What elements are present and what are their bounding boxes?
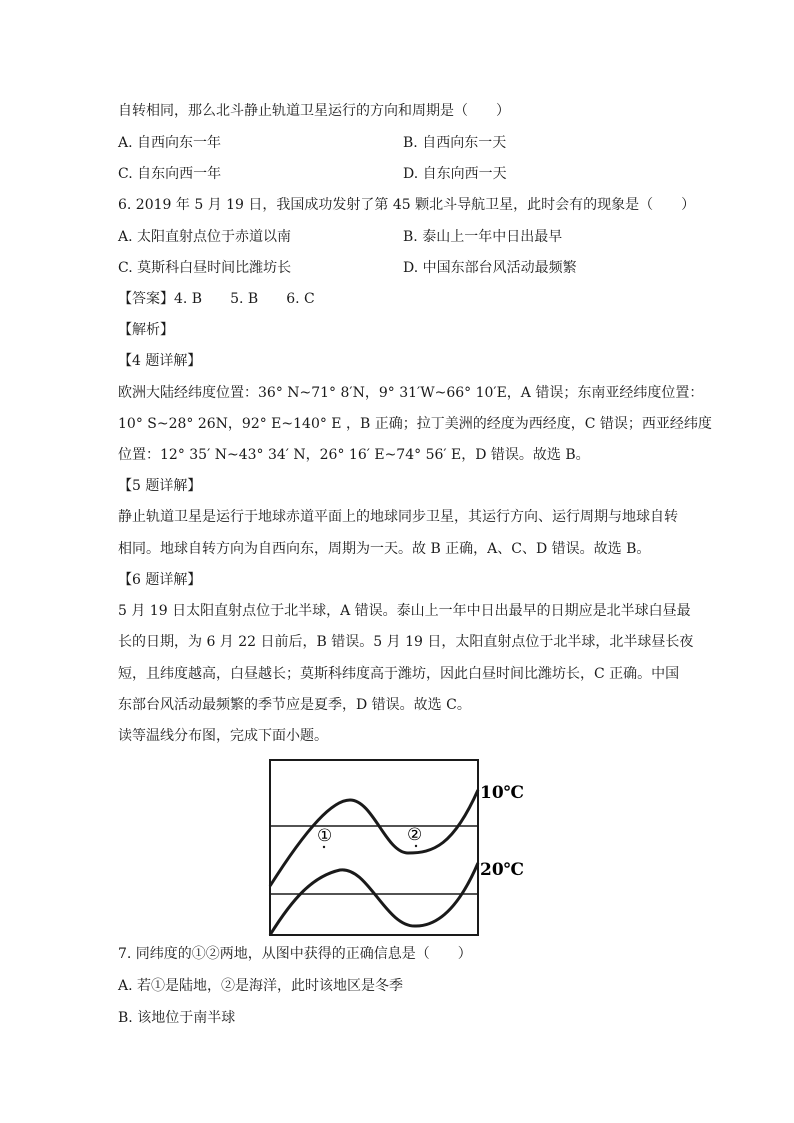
- q7-option-b: B. 该地位于南半球: [118, 1010, 236, 1026]
- q6-stem: 6. 2019 年 5 月 19 日，我国成功发射了第 45 颗北斗导航卫星，此时会有的现象是（ ）: [118, 197, 696, 213]
- isotherm-20c: [270, 863, 478, 935]
- detail-6-line: 5 月 19 日太阳直射点位于北半球，A 错误。泰山上一年中日出最早的日期应是北半球白昼最: [118, 603, 691, 619]
- q7-stem: 7. 同纬度的①②两地，从图中获得的正确信息是（ ）: [118, 946, 472, 962]
- detail-4-line: 位置：12° 35′ N~43° 34′ N，26° 16′ E~74° 56′ E，D 错误。故选 B。: [118, 447, 590, 463]
- label-20c: 20℃: [480, 860, 525, 880]
- point-1-label: ①: [317, 826, 333, 846]
- isotherm-10c: [270, 790, 478, 886]
- point-2-label: ②: [407, 825, 423, 845]
- detail-6-heading: 【6 题详解】: [118, 572, 202, 588]
- q5-option-c: C. 自东向西一年: [118, 166, 222, 182]
- answer-line: 【答案】4. B 5. B 6. C: [118, 291, 315, 307]
- point-2-dot: [415, 845, 417, 847]
- q5-option-d: D. 自东向西一天: [403, 166, 507, 182]
- detail-5-line: 静止轨道卫星是运行于地球赤道平面上的地球同步卫星，其运行方向、运行周期与地球自转: [118, 509, 678, 525]
- detail-6-line: 短，且纬度越高，白昼越长；莫斯科纬度高于潍坊，因此白昼时间比潍坊长，C 正确。中国: [118, 666, 680, 682]
- q5-option-a: A. 自西向东一年: [118, 135, 222, 151]
- q6-option-b: B. 泰山上一年中日出最早: [403, 229, 563, 245]
- point-1-dot: [323, 846, 325, 848]
- analysis-heading: 【解析】: [118, 322, 174, 338]
- detail-4-line: 欧洲大陆经纬度位置：36° N~71° 8′N，9° 31′W~66° 10′E，A 错误；东南亚经纬度位置：: [118, 385, 704, 401]
- q6-option-c: C. 莫斯科白昼时间比潍坊长: [118, 260, 292, 276]
- detail-4-heading: 【4 题详解】: [118, 353, 202, 369]
- detail-6-line: 东部台风活动最频繁的季节应是夏季，D 错误。故选 C。: [118, 697, 471, 713]
- intro-text: 读等温线分布图，完成下面小题。: [118, 728, 328, 744]
- detail-6-line: 长的日期，为 6 月 22 日前后，B 错误。5 月 19 日，太阳直射点位于北半球，北半球昼长夜: [118, 634, 694, 650]
- isotherm-diagram: [268, 758, 528, 938]
- detail-5-heading: 【5 题详解】: [118, 478, 202, 494]
- diagram-frame: [270, 760, 478, 935]
- q6-option-a: A. 太阳直射点位于赤道以南: [118, 229, 292, 245]
- detail-4-line: 10° S~28° 26N，92° E~140° E ，B 正确；拉丁美洲的经度为西经度，C 错误；西亚经纬度: [118, 416, 712, 432]
- detail-5-line: 相同。地球自转方向为自西向东，周期为一天。故 B 正确，A、C、D 错误。故选 B。: [118, 541, 651, 557]
- q5-option-b: B. 自西向东一天: [403, 135, 507, 151]
- label-10c: 10℃: [480, 783, 525, 803]
- q7-option-a: A. 若①是陆地，②是海洋，此时该地区是冬季: [118, 978, 404, 994]
- q6-option-d: D. 中国东部台风活动最频繁: [403, 260, 577, 276]
- q5-stem: 自转相同，那么北斗静止轨道卫星运行的方向和周期是（ ）: [118, 103, 510, 119]
